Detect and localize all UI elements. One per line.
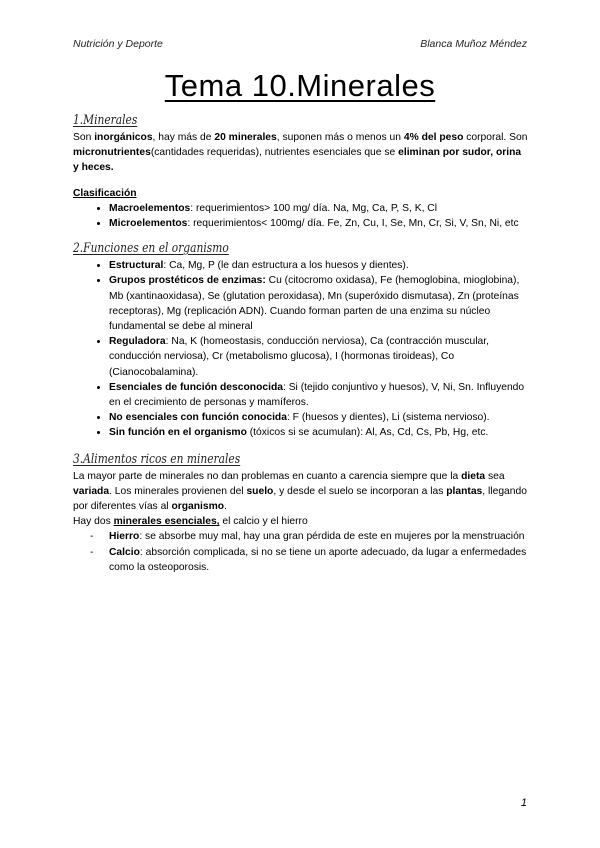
item-text: Cu (citocromo oxidasa), Fe (hemoglobina, mioglobina), Mb (xantinaoxidasa), Se (glutation peroxidasa), Mn (superóxido dismutasa), Zn (proteínas receptoras), Mg (replicación ADN). Cuando forman parten de una enzima su núcleo fundamental se debe al mineral: [109, 275, 520, 333]
paragraph-intro: [73, 130, 529, 176]
dash-marker: -: [90, 531, 94, 543]
text: corporal. Son: [463, 132, 528, 143]
text-bold: 20 minerales: [214, 132, 277, 143]
text: , hay más de: [152, 132, 215, 143]
item-text: : Ca, Mg, P (le dan estructura a los huesos y dientes).: [163, 260, 409, 272]
text: el calcio y el hierro: [219, 516, 308, 528]
list-item: [109, 410, 529, 425]
item-text: : F (huesos y dientes), Li (sistema nervioso).: [286, 412, 490, 424]
text-bold: suelo: [246, 485, 274, 497]
item-term: No esenciales con función conocida: [109, 412, 287, 424]
text-bold: plantas: [446, 485, 483, 497]
text-bold: dieta: [461, 470, 486, 482]
text: . Los minerales provienen del: [109, 485, 247, 497]
list-item: [90, 529, 529, 544]
dash-marker: -: [90, 546, 94, 558]
item-text: : Na, K (homeostasis, conducción nerviosa), Ca (contracción muscular, conducción nerviosa), Cr (metabolismo glucosa), I (hormonas tiroideas), Co (Cianocobalamina).: [109, 336, 490, 378]
item-text: : Si (tejido conjuntivo y huesos), V, Ni, Sn. Influyendo en el crecimiento de personas y mamíferos.: [109, 381, 525, 409]
document-body: [73, 112, 529, 575]
section-heading-minerales: 1.Minerales: [73, 113, 138, 128]
list-minerales-esenciales: [73, 529, 529, 575]
item-text: : requerimientos< 100mg/ día. Fe, Zn, Cu, I, Se, Mn, Cr, Si, V, Sn, Ni, etc: [187, 218, 519, 230]
page-title: Tema 10.Minerales: [164, 68, 436, 103]
page-number: 1: [520, 797, 527, 809]
item-text: : requerimientos> 100 mg/ día. Na, Mg, Ca, P, S, K, Cl: [190, 202, 438, 214]
list-item: [109, 273, 529, 334]
text: , suponen más o menos un: [276, 132, 404, 143]
list-item: [109, 334, 529, 380]
text: sea: [485, 470, 505, 482]
text-bold: inorgánicos: [94, 132, 153, 143]
item-text: : se absorbe muy mal, hay una gran pérdida de este en mujeres por la menstruación: [139, 531, 525, 543]
item-term: Reguladora: [109, 336, 166, 348]
paragraph-alimentos: [73, 469, 529, 515]
list-item: [109, 216, 529, 231]
list-item: [109, 425, 529, 440]
list-item: [109, 258, 529, 273]
page-header: [73, 38, 527, 52]
text: La mayor parte de minerales no dan problemas en cuanto a carencia siempre que la: [73, 470, 462, 482]
subheading-clasificacion: [73, 186, 529, 201]
header-author: Blanca Muñoz Méndez: [420, 38, 527, 50]
text-bold: 4% del peso: [403, 132, 464, 143]
paragraph-esenciales: [73, 514, 529, 529]
text-bold: Clasificación: [73, 187, 137, 199]
list-clasificacion: [73, 201, 529, 231]
item-term: Estructural: [109, 260, 164, 272]
text-bold: micronutrientes: [73, 147, 151, 159]
item-text: (tóxicos si se acumulan): Al, As, Cd, Cs, Pb, Hg, etc.: [246, 427, 489, 439]
item-term: Sin función en el organismo: [109, 427, 247, 439]
list-item: [109, 201, 529, 216]
item-text: : absorción complicada, si no se tiene un aporte adecuado, da lugar a enfermedades como la osteoporosis.: [109, 546, 527, 573]
text-bold: eliminan por sudor, orina y heces.: [73, 147, 522, 174]
text-bold: minerales esenciales,: [113, 516, 220, 528]
item-term: Microelementos: [109, 218, 188, 230]
text-bold: organismo: [171, 501, 225, 513]
text: Son: [73, 132, 95, 143]
item-term: Calcio: [109, 546, 140, 558]
text: , y desde el suelo se incorporan a las: [273, 485, 447, 497]
item-term: Grupos prostéticos de enzimas:: [109, 275, 266, 287]
text-bold: variada: [73, 485, 110, 497]
text: Hay dos: [73, 516, 114, 528]
text: , llegando por diferentes vías al: [73, 485, 527, 513]
item-term: Macroelementos: [109, 202, 191, 214]
list-funciones: [73, 258, 529, 440]
text: .: [224, 501, 227, 513]
section-heading-alimentos: 3.Alimentos ricos en minerales: [73, 451, 241, 467]
list-item: [90, 545, 529, 575]
item-term: Esenciales de función desconocida: [109, 381, 283, 393]
text: (cantidades requeridas), nutrientes esenciales que se: [150, 147, 399, 159]
list-item: [109, 380, 529, 410]
section-heading-funciones: 2.Funciones en el organismo: [73, 241, 229, 257]
header-course: Nutrición y Deporte: [73, 38, 163, 50]
item-term: Hierro: [109, 531, 140, 543]
